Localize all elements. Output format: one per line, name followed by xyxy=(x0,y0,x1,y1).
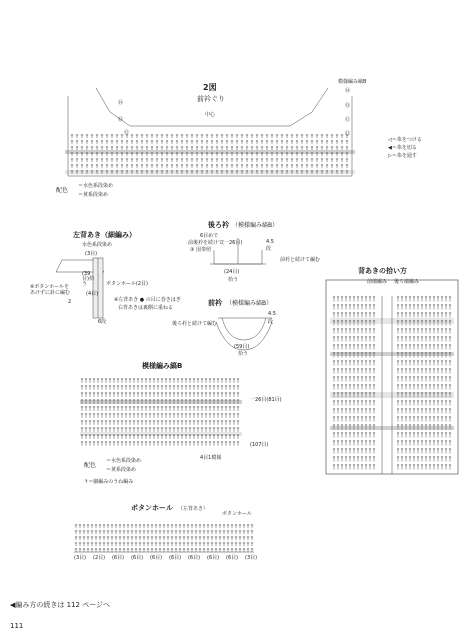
pattern-b-note: ↑＝細編みのうね編み xyxy=(84,479,134,485)
collar-legend-1: ＝黄系段染め xyxy=(78,192,109,198)
buttonhole-count: (3目) xyxy=(245,555,258,561)
left-mark-2: ⑫ xyxy=(124,130,130,136)
continue-note: ◀編み方の続きは 112 ページへ xyxy=(10,601,111,609)
symbol-0: ◁＝糸をつける xyxy=(388,137,422,143)
buttonhole-chart xyxy=(74,524,254,552)
pickup-right: 後ろ端編み xyxy=(394,279,420,285)
collar-legend-0: ＝水色系段染め xyxy=(78,183,114,189)
symbol-2: ▷＝糸を通す xyxy=(388,153,417,159)
back-collar-note1: 6目めで xyxy=(200,233,219,239)
buttonhole-count: (6目) xyxy=(131,555,144,561)
left-back-dim1: 2 xyxy=(68,299,72,305)
right-mark-0: ⑭ xyxy=(345,88,351,94)
front-collar-note: 後ろ衿と続けて編む xyxy=(172,321,218,327)
stitch-marks xyxy=(75,524,253,552)
pattern-b-legend-0: ＝水色系段染め xyxy=(106,458,142,464)
collar-center: 中心 xyxy=(205,112,216,118)
left-back-note3: 右背あきは裏側に重ねる xyxy=(118,305,174,311)
pickup-left: 前端編み xyxy=(367,279,388,285)
buttonhole-count: (6目) xyxy=(226,555,239,561)
back-collar-dim2: 段 xyxy=(266,246,272,252)
front-collar-dim: 4.5 xyxy=(268,311,276,317)
left-back-rows-side: (39目)拾う xyxy=(82,271,94,287)
left-back-rows-top: (3目) xyxy=(85,251,98,257)
buttonhole-label: ボタンホール xyxy=(222,511,252,517)
pattern-b-legend-1: ＝黄系段染め xyxy=(106,467,137,473)
pattern-b-chart xyxy=(80,378,242,446)
back-collar-side2: 拾う xyxy=(228,277,239,283)
collar-legend-title: 配色 xyxy=(56,187,69,194)
buttonhole-count: (6目) xyxy=(207,555,220,561)
left-back-note1: ※ボタンホールをあけずに針に編む xyxy=(30,284,71,296)
back-collar-right: 前衿と続けて編む xyxy=(280,257,321,263)
back-collar-side1: (24目) xyxy=(224,269,240,275)
pattern-b-title: 模様編み縞B xyxy=(142,362,183,370)
buttonhole-subtitle: （左背あき） xyxy=(178,506,209,512)
buttonhole-count: (6目) xyxy=(188,555,201,561)
left-back-rows-mid: (4目) xyxy=(86,291,99,297)
back-collar-title: 後ろ衿 xyxy=(208,221,229,229)
front-collar-count1: (59目) xyxy=(234,344,250,350)
back-collar-subtitle: （模様編み縞B） xyxy=(232,222,279,229)
left-mark-1: ⑬ xyxy=(118,117,124,123)
pattern-b-legend-title: 配色 xyxy=(84,462,97,469)
front-collar-count2: 拾う xyxy=(238,351,249,357)
left-back-buttonhole: ボタンホール(2目) xyxy=(106,281,148,287)
back-collar-note2: (一26目) xyxy=(222,240,243,246)
left-back-dim2: 6段 xyxy=(98,319,107,325)
pattern-b-repeat: 4目1模様 xyxy=(200,455,222,461)
buttonhole-count: (6目) xyxy=(169,555,182,561)
buttonhole-count: (3目) xyxy=(74,555,87,561)
buttonhole-count: (2目) xyxy=(93,555,106,561)
right-mark-1: ⑬ xyxy=(345,103,351,109)
pickup-title: 背あきの拾い方 xyxy=(358,267,407,275)
page-number: 111 xyxy=(10,622,24,630)
pattern-b-r2: (107目) xyxy=(250,442,269,448)
front-collar-dim2: 段 xyxy=(268,319,274,325)
right-mark-2: ⑫ xyxy=(345,117,351,123)
front-collar-title: 前衿 xyxy=(208,299,222,307)
back-collar-note4: ③ 図参照 xyxy=(190,247,212,253)
back-collar-dim: 4.5 xyxy=(266,239,274,245)
buttonhole-title: ボタンホール xyxy=(131,504,173,512)
pattern-b-r1: 一26目(81目) xyxy=(250,397,282,403)
collar-pattern: 模様編み縞B xyxy=(338,79,367,85)
collar-title: 2図 xyxy=(203,83,217,92)
symbol-1: ◀＝糸を切る xyxy=(388,145,417,151)
left-back-title: 左背あき（細編み） xyxy=(73,231,136,239)
left-mark-0: ⑭ xyxy=(118,100,124,106)
buttonhole-count: (6目) xyxy=(150,555,163,561)
collar-subtitle: 前衿ぐり xyxy=(197,95,225,103)
back-collar-note3: 前後衿を続けて xyxy=(188,240,224,246)
buttonhole-count: (6目) xyxy=(112,555,125,561)
right-mark-3: ⑪ xyxy=(345,131,351,137)
front-collar-subtitle: （模様編み縞B） xyxy=(226,300,273,307)
pickup-chart xyxy=(326,280,458,474)
left-back-subtitle: 水色系段染め xyxy=(82,242,113,248)
left-back-note2: ※左背あき ● の目に巻きはぎ xyxy=(114,297,181,303)
